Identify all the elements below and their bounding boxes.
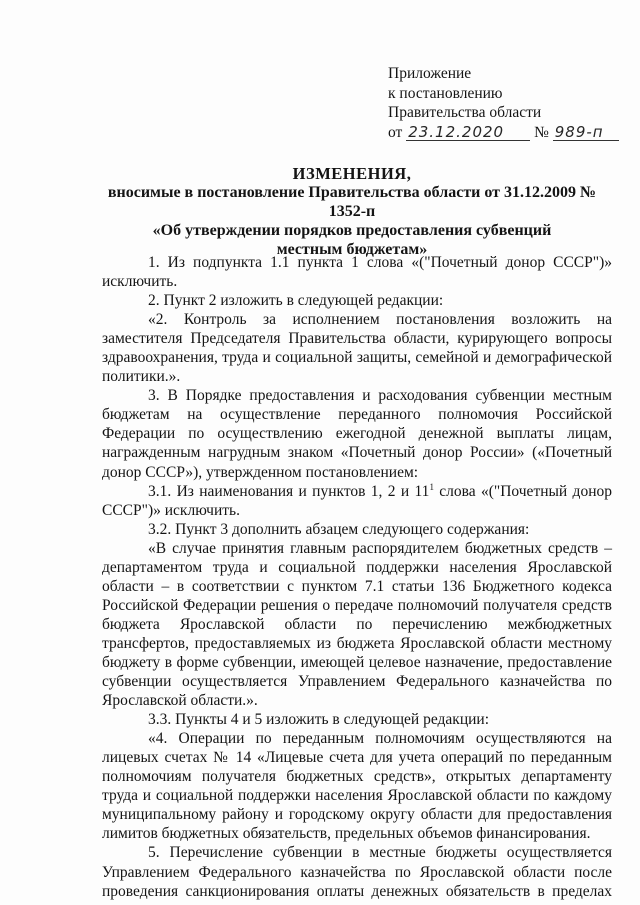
appendix-line-1: Приложение [388, 65, 472, 82]
title-subheading-line-1: вносимые в постановление Правительства области от 31.12.2009 № 1352-п [107, 184, 597, 220]
handwritten-date: 23.12.2020 [406, 124, 530, 141]
paragraph-3-1-superscript: 1 [429, 481, 434, 492]
appendix-line-2: к постановлению [388, 84, 503, 102]
title-subheading-line-3: местным бюджетам» [276, 241, 428, 258]
paragraph-3-1-after: слова «("Почетный донор СССР")» исключить. [102, 482, 612, 519]
appendix-line-3: Правительства области [388, 104, 542, 121]
title-subheading-line-2: «Об утверждении порядков предоставления субвенций [152, 222, 552, 239]
appendix-block [388, 64, 628, 142]
paragraph-5: 5. Перечисление субвенции в местные бюджеты осуществляется Управлением Федерального казначейства по Ярославской области после проведения санкционирования оплаты денежных обязательств в пределах [102, 844, 612, 900]
paragraph-1: 1. Из подпункта 1.1 пункта 1 слова «("Почетный донор СССР")» исключить. [102, 254, 612, 291]
document-body [102, 253, 612, 901]
paragraph-4: «4. Операции по переданным полномочиям осуществляются на лицевых счетах № 14 «Лицевые счета для учета операций по переданным полномочиям получателя бюджетных средств», открытых департаменту труда и социальной поддержки населения Ярославской области по каждому муниципальному району и городскому округу области для предоставления лимитов бюджетных обязательств, предельных объемов финансирования. [102, 730, 612, 843]
title-heading: ИЗМЕНЕНИЯ, [292, 164, 412, 183]
paragraph-2-text: «2. Контроль за исполнением постановления возложить на заместителя Председателя Правительства области, курирующего вопросы здравоохранения, труда и социальной защиты, семейной и демографической политики.». [102, 311, 612, 386]
paragraph-3: 3. В Порядке предоставления и расходования субвенции местным бюджетам на осуществление переданного полномочия Российской Федерации по осуществлению ежегодной денежной выплаты лицам, награжденным нагрудным знаком «Почетный донор России» («Почетный донор СССР»), утвержденном постановлением: [102, 387, 612, 481]
paragraph-3-2: 3.2. Пункт 3 дополнить абзацем следующего содержания: [148, 520, 530, 538]
paragraph-3-1-before: 3.1. Из наименования и пунктов 1, 2 и 11 [148, 482, 430, 500]
handwritten-number: 989-п [553, 124, 619, 141]
paragraph-2: 2. Пункт 2 изложить в следующей редакции: [148, 292, 444, 310]
paragraph-3-1 [102, 482, 612, 520]
appendix-date-line [388, 123, 628, 143]
number-prefix: № [534, 123, 549, 141]
paragraph-3-2-text: «В случае принятия главным распорядителем бюджетных средств – департаментом труда и социальной поддержки населения Ярославской области – в соответствии с пунктом 7.1 статьи 136 Бюджетного кодекса Российской Федерации решения о передаче полномочий получателя средств бюджета Ярославской области по перечислению межбюджетных трансфертов, предоставляемых из бюджета Ярославской области местному бюджету в форме субвенции, имеющей целевое назначение, предоставление субвенции осуществляется Управлением Федерального казначейства по Ярославской области.». [102, 539, 612, 710]
document-title [96, 164, 608, 259]
paragraph-3-3: 3.3. Пункты 4 и 5 изложить в следующей редакции: [148, 711, 490, 729]
date-prefix: от [388, 123, 403, 141]
